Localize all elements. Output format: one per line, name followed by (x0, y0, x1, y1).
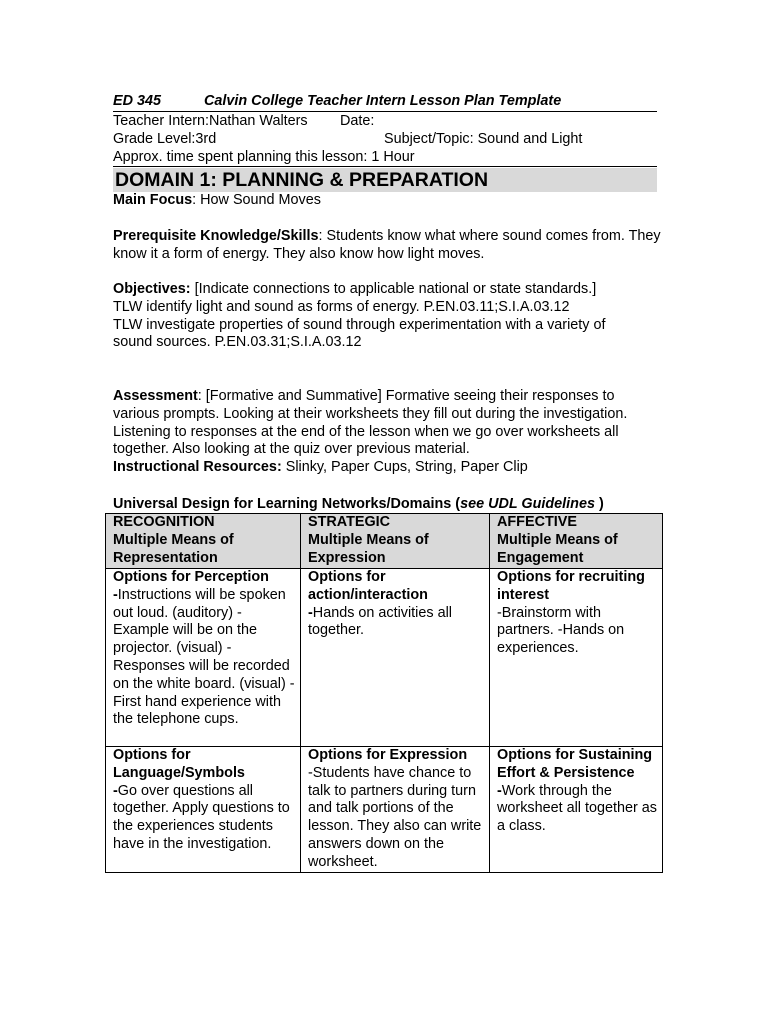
udl-table (105, 513, 663, 873)
udl-title-suffix: ) (594, 496, 604, 512)
objective-1: TLW identify light and sound as forms of energy. P.EN.03.11;S.I.A.03.12 (113, 298, 570, 315)
teacher-intern-line (113, 112, 375, 130)
planning-time: Approx. time spent planning this lesson: 1 Hour (113, 149, 415, 165)
table-cell: Options for action/interaction -Hands on activities all together. (301, 569, 490, 747)
resources-text: Slinky, Paper Cups, String, Paper Clip (281, 459, 528, 476)
objectives-section (113, 281, 663, 352)
column-header-strategic: STRATEGIC Multiple Means of Expression (301, 514, 490, 569)
table-cell: Options for Expression -Students have chance to talk to partners during turn and talk portions of the lesson. They also can write answers down on the worksheet. (301, 747, 490, 873)
resources-label: Instructional Resources: (113, 459, 282, 476)
date-label: Date: (340, 113, 375, 129)
main-focus-text: : How Sound Moves (192, 192, 321, 208)
table-cell: Options for Language/Symbols -Go over questions all together. Apply questions to the experiences students have in the investigation. (106, 747, 301, 873)
document-header (113, 92, 657, 111)
subject-topic: Subject/Topic: Sound and Light (384, 131, 583, 147)
udl-title-prefix: Universal Design for Learning Networks/Domains ( (113, 496, 461, 512)
assessment-section (113, 388, 658, 477)
domain-heading: DOMAIN 1: PLANNING & PREPARATION (113, 168, 657, 192)
objective-2: TLW investigate properties of sound through experimentation with a variety of sound sources. P.EN.03.31;S.I.A.03.12 (113, 316, 606, 351)
column-header-affective: AFFECTIVE Multiple Means of Engagement (490, 514, 663, 569)
prerequisite-section (113, 228, 661, 264)
objectives-intro: [Indicate connections to applicable national or state standards.] (190, 281, 597, 297)
assessment-label: Assessment (113, 388, 198, 404)
udl-header-row (106, 514, 663, 569)
teacher-intern: Teacher Intern:Nathan Walters (113, 113, 308, 129)
prerequisite-text: : Students know what where sound comes from. They know it a form of energy. They also know how light moves. (113, 228, 661, 262)
udl-guidelines-link[interactable]: see UDL Guidelines (460, 496, 595, 512)
table-cell: Options for Perception -Instructions will be spoken out loud. (auditory) -Example will be on the projector. (visual) -Responses will be recorded on the white board. (visual) -First hand experience with the telephone cups. (106, 569, 301, 747)
table-cell: Options for recruiting interest -Brainstorm with partners. -Hands on experiences. (490, 569, 663, 747)
document-title: Calvin College Teacher Intern Lesson Plan Template (204, 93, 562, 109)
table-cell: Options for Sustaining Effort & Persistence -Work through the worksheet all together as a class. (490, 747, 663, 873)
udl-title (113, 495, 604, 513)
assessment-text: : [Formative and Summative] Formative seeing their responses to various prompts. Looking at their worksheets they fill out during the investigation. Listening to responses at the end of the lesson when we go over worksheets all together. Also looking at the quiz over previous material. (113, 388, 628, 458)
main-focus (113, 192, 663, 210)
prerequisite-label: Prerequisite Knowledge/Skills (113, 228, 319, 244)
column-header-recognition: RECOGNITION Multiple Means of Representation (106, 514, 301, 569)
table-row (106, 569, 663, 747)
info-rule (113, 166, 657, 167)
table-row (106, 747, 663, 873)
objectives-label: Objectives: (113, 281, 191, 297)
course-code: ED 345 (113, 93, 161, 109)
main-focus-label: Main Focus (113, 192, 193, 208)
grade-level: Grade Level:3rd (113, 131, 217, 147)
